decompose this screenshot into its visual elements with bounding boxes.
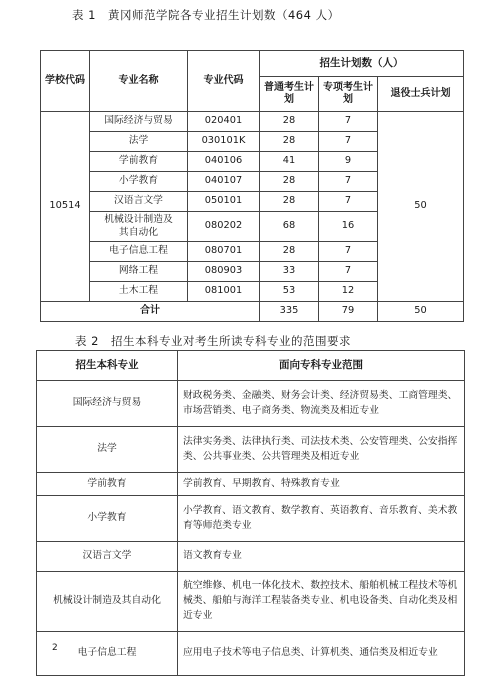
total-special: 79	[319, 302, 378, 322]
major-code-cell: 080202	[188, 212, 260, 242]
major-name-cell: 法学	[90, 132, 188, 152]
major-name-cell: 机械设计制造及其自动化	[90, 212, 188, 242]
major-cell: 机械设计制造及其自动化	[37, 572, 178, 632]
table1-caption: 表 1 黄冈师范学院各专业招生计划数（464 人）	[72, 8, 340, 22]
header-major-name: 专业名称	[90, 51, 188, 112]
range-cell: 财政税务类、金融类、财务会计类、经济贸易类、工商管理类、市场营销类、电子商务类、物流类及相近专业	[178, 381, 465, 427]
special-cell: 7	[319, 262, 378, 282]
table-row	[37, 381, 465, 427]
regular-cell: 53	[260, 282, 319, 302]
table-row	[41, 112, 464, 132]
table-row	[37, 572, 465, 632]
total-regular: 335	[260, 302, 319, 322]
regular-cell: 68	[260, 212, 319, 242]
regular-cell: 28	[260, 192, 319, 212]
special-cell: 16	[319, 212, 378, 242]
range-cell: 航空维修、机电一体化技术、数控技术、船舶机械工程技术等机械类、船舶与海洋工程装备类专业、机电设备类、自动化类及相近专业	[178, 572, 465, 632]
header-regular: 普通考生计划	[260, 77, 319, 112]
table-row	[37, 496, 465, 542]
major-name-cell: 网络工程	[90, 262, 188, 282]
header-special: 专项考生计划	[319, 77, 378, 112]
special-cell: 7	[319, 192, 378, 212]
range-cell: 学前教育、早期教育、特殊教育专业	[178, 473, 465, 496]
major-name-cell: 小学教育	[90, 172, 188, 192]
major-code-cell: 040107	[188, 172, 260, 192]
major-range-table	[36, 350, 465, 676]
major-name-cell: 国际经济与贸易	[90, 112, 188, 132]
major-code-cell: 080701	[188, 242, 260, 262]
regular-cell: 41	[260, 152, 319, 172]
range-cell: 语文教育专业	[178, 542, 465, 572]
table-row	[37, 427, 465, 473]
special-cell: 7	[319, 112, 378, 132]
header-school-code: 学校代码	[41, 51, 90, 112]
major-code-cell: 080903	[188, 262, 260, 282]
total-label: 合计	[41, 302, 260, 322]
range-cell: 应用电子技术等电子信息类、计算机类、通信类及相近专业	[178, 632, 465, 676]
total-veteran: 50	[378, 302, 464, 322]
table-row	[37, 632, 465, 676]
major-cell: 学前教育	[37, 473, 178, 496]
major-cell: 汉语言文学	[37, 542, 178, 572]
major-cell: 小学教育	[37, 496, 178, 542]
header-major: 招生本科专业	[37, 351, 178, 381]
major-code-cell: 020401	[188, 112, 260, 132]
enrollment-plan-table	[40, 50, 464, 322]
regular-cell: 28	[260, 172, 319, 192]
major-name-cell: 土木工程	[90, 282, 188, 302]
regular-cell: 33	[260, 262, 319, 282]
page-number: 2	[52, 643, 58, 653]
major-name-cell: 电子信息工程	[90, 242, 188, 262]
school-code-cell: 10514	[41, 112, 90, 302]
major-name-cell: 学前教育	[90, 152, 188, 172]
range-cell: 法律实务类、法律执行类、司法技术类、公安管理类、公安指挥类、公共事业类、公共管理类及相近专业	[178, 427, 465, 473]
major-cell: 法学	[37, 427, 178, 473]
header-range: 面向专科专业范围	[178, 351, 465, 381]
major-cell: 国际经济与贸易	[37, 381, 178, 427]
special-cell: 7	[319, 242, 378, 262]
major-code-cell: 081001	[188, 282, 260, 302]
major-code-cell: 030101K	[188, 132, 260, 152]
table-row	[37, 473, 465, 496]
table-row	[37, 542, 465, 572]
special-cell: 9	[319, 152, 378, 172]
range-cell: 小学教育、语文教育、数学教育、英语教育、音乐教育、美术教育等师范类专业	[178, 496, 465, 542]
veteran-cell: 50	[378, 112, 464, 302]
table2-caption: 表 2 招生本科专业对考生所读专科专业的范围要求	[75, 334, 351, 348]
header-plan-group: 招生计划数（人）	[260, 51, 464, 77]
regular-cell: 28	[260, 112, 319, 132]
special-cell: 7	[319, 132, 378, 152]
major-cell: 电子信息工程	[37, 632, 178, 676]
total-row	[41, 302, 464, 322]
special-cell: 12	[319, 282, 378, 302]
regular-cell: 28	[260, 132, 319, 152]
special-cell: 7	[319, 172, 378, 192]
major-name-cell: 汉语言文学	[90, 192, 188, 212]
major-code-cell: 040106	[188, 152, 260, 172]
regular-cell: 28	[260, 242, 319, 262]
major-code-cell: 050101	[188, 192, 260, 212]
header-veteran: 退役士兵计划	[378, 77, 464, 112]
header-major-code: 专业代码	[188, 51, 260, 112]
